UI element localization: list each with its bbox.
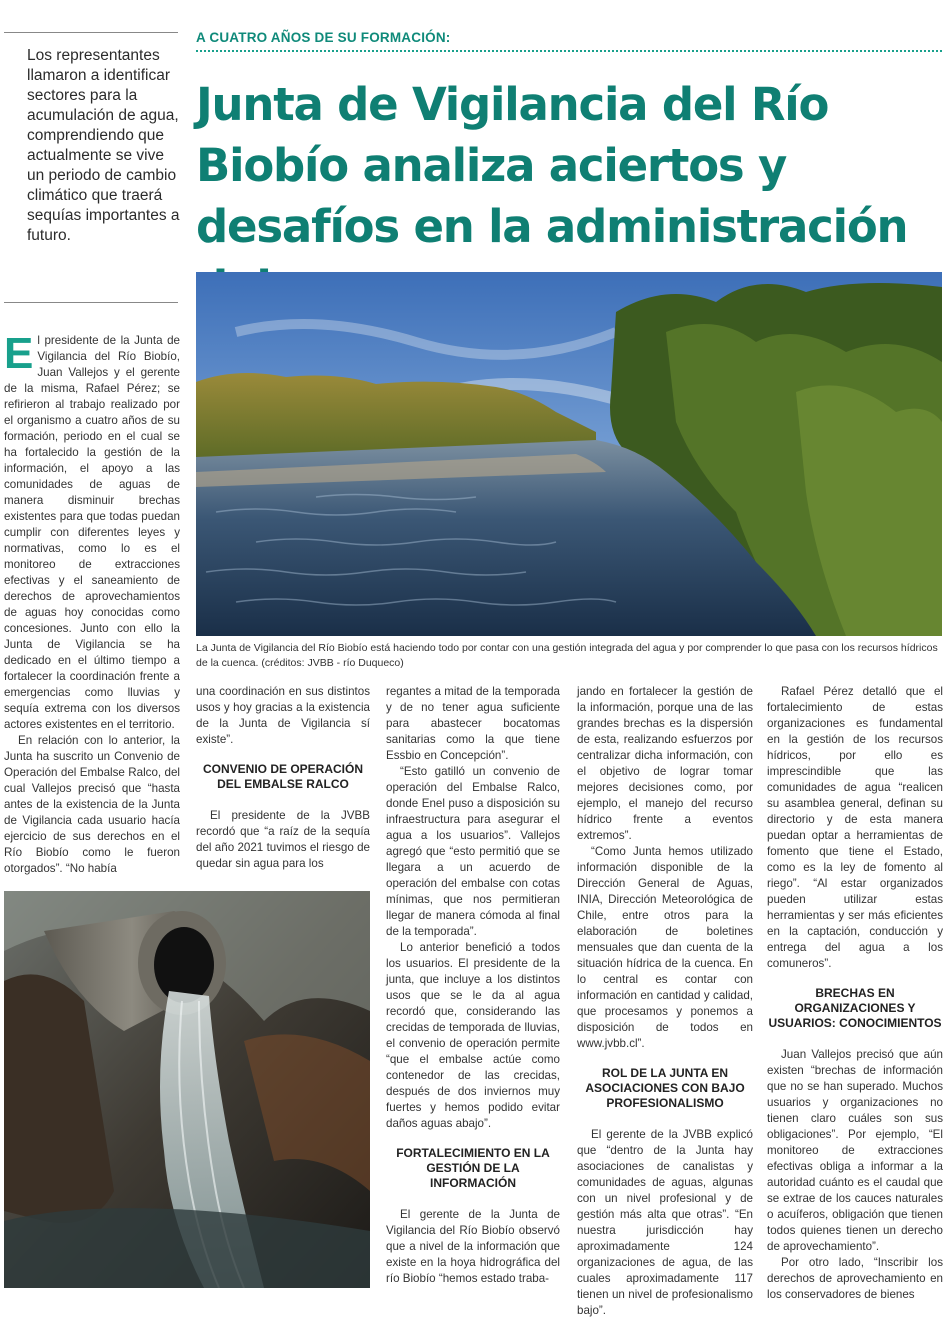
lead-paragraph: El presidente de la Junta de Vigilancia del Río Biobío, Juan Vallejos y el gerente de la misma, Rafael Pérez; se refirieron al trabajo realizado por el organismo a cuatro años de su formación, periodo en el cual se ha fortalecido la gestión de la información, el apoyo a las comunidades de aguas de manera disminuir brechas existentes para que todas puedan cumplir con diferentes leyes y normativas, como lo es el monitoreo de extracciones efectivas y el saneamiento de derechos de aprovechamientos de aguas hoy conocidas como concesiones. Junto con ello la Junta de Vigilancia se ha dedicado en el último tiempo a fortalecer la coordinación frente a emergencias como lluvias y sequía extrema con los diversos actores existentes en el territorio.: [4, 329, 180, 731]
pull-quote-rule-top: [4, 32, 178, 33]
article-column-4: [577, 684, 753, 1319]
body-paragraph: Lo anterior benefició a todos los usuarios. El presidente de la junta, que incluye a los distintos usos que se le da al agua recordó que, considerando las crecidas de temporada de lluvias, el convenio de operación permite “que el embalse actúe como contenedor de las crecidas, después de dos inviernos muy fuertes y hemos podido evitar daños aguas abajo”.: [386, 941, 560, 1130]
river-photo: [196, 272, 942, 636]
body-paragraph: “Esto gatilló un convenio de operación del Embalse Ralco, donde Enel puso a disposición su infraestructura para asegurar el agua a los usuarios”. Vallejos agregó que “esto permitió que se llegara a un acuerdo de operación del embalse con cotas mínimas, que nos permitieran llegar de manera cómoda al final de la temporada”.: [386, 765, 560, 938]
article-column-2: [196, 684, 370, 872]
body-paragraph: En relación con lo anterior, la Junta ha suscrito un Convenio de Operación del Embalse Ralco, del cual Vallejos precisó que “hasta antes de la existencia de la Junta de Vigilancia cada usuario hacía ejercicio de sus derechos en el Río Biobío como le fueron otorgados”. “No había: [4, 734, 180, 875]
body-paragraph: El gerente de la Junta de Vigilancia del Río Biobío observó que a nivel de la información que existe en la hoya hidrográfica del río Biobío “hemos estado traba-: [386, 1208, 560, 1285]
body-paragraph: jando en fortalecer la gestión de la información, porque una de las grandes brechas es la dispersión de esta, realizando esfuerzos por centralizar dicha información, con el objetivo de lograr tomar mejores decisiones como, por ejemplo, el manejo del recurso hídrico frente a eventos extremos”.: [577, 685, 753, 842]
body-paragraph: El gerente de la JVBB explicó que “dentro de la Junta hay asociaciones de canalistas y comunidades de aguas, algunas con un nivel profesional y de gestión más alta que otras”. “En nuestra jurisdicción hay aproximadamente 124 organizaciones de agua, de las cuales aproximadamente 117 tienen un nivel de profesionalismo bajo”.: [577, 1128, 753, 1317]
body-paragraph: regantes a mitad de la temporada y de no tener agua suficiente para abastecer bocatomas sanitarias como la que tiene Essbio en Concepción”.: [386, 685, 560, 762]
water-pipe-photo: [4, 891, 370, 1288]
subhead-fortalecimiento: FORTALECIMIENTO EN LA GESTIÓN DE LA INFORMACIÓN: [396, 1146, 550, 1190]
pull-quote: Los representantes llamaron a identificar sectores para la acumulación de agua, comprendiendo que actualmente se vive un periodo de cambio climático que traerá sequías importantes a futuro.: [27, 47, 180, 244]
article-column-1: [4, 329, 180, 877]
drop-cap: E: [4, 329, 34, 378]
body-paragraph: El presidente de la JVBB recordó que “a raíz de la sequía del año 2021 tuvimos el riesgo de quedar sin agua para los: [196, 809, 370, 870]
article-column-3: [386, 684, 560, 1287]
subhead-rol-junta: ROL DE LA JUNTA EN ASOCIACIONES CON BAJO PROFESIONALISMO: [585, 1066, 745, 1110]
pull-quote-rule-bottom: [4, 302, 178, 303]
body-paragraph: Juan Vallejos precisó que aún existen “brechas de información que no se han superado. Muchos usuarios y organizaciones no tienen claro cuáles son sus obligaciones”. Por ejemplo, “El monitoreo de extracciones efectivas obliga a informar a la autoridad cuánto es el caudal que se extrae de los cauces naturales o acuíferos, obligación que tienen todos quienes tienen un derecho de aprovechamiento”.: [767, 1048, 943, 1253]
subhead-convenio: CONVENIO DE OPERACIÓN DEL EMBALSE RALCO: [202, 762, 364, 791]
article-kicker: A CUATRO AÑOS DE SU FORMACIÓN:: [196, 30, 451, 45]
body-paragraph: una coordinación en sus distintos usos y hoy gracias a la existencia de la Junta de Vigilancia sí existe”.: [196, 685, 370, 746]
body-paragraph: Por otro lado, “Inscribir los derechos de aprovechamiento en los conservadores de bienes: [767, 1256, 943, 1301]
article-column-5: [767, 684, 943, 1303]
body-paragraph: “Como Junta hemos utilizado información disponible de la Dirección General de Aguas, INIA, Dirección Meteorológica de Chile, entre otros para la elaboración de boletines mensuales que dan cuenta de la situación hídrica de la cuenca. En lo central es contar con información en cantidad y calidad, que procesamos y ponemos a disposición de todos en www.jvbb.cl”.: [577, 845, 753, 1050]
article-title: Junta de Vigilancia del Río Biobío analiza aciertos y desafíos en la administración: [196, 78, 908, 253]
photo-caption: La Junta de Vigilancia del Río Biobío está haciendo todo por contar con una gestión integrada del agua y por comprender lo que pasa con los recursos hídricos de la cuenca. (créditos: JVBB - río Duqueco): [196, 642, 938, 669]
subhead-brechas: BRECHAS EN ORGANIZACIONES Y USUARIOS: CONOCIMIENTOS: [768, 986, 942, 1030]
body-paragraph: Rafael Pérez detalló que el fortalecimiento de estas organizaciones es fundamental en la gestión de los recursos hídricos, por ello es imprescindible que las comunidades de agua “realicen su asamblea general, definan su directorio y de esta manera puedan optar a herramientas de fomento que tiene el Estado, como es la ley de fomento al riego”. “Al estar organizados pueden utilizar estas herramientas y ser más eficientes en la captación, conducción y entrega del agua a los comuneros”.: [767, 685, 943, 970]
kicker-dotted-rule: [196, 50, 942, 52]
